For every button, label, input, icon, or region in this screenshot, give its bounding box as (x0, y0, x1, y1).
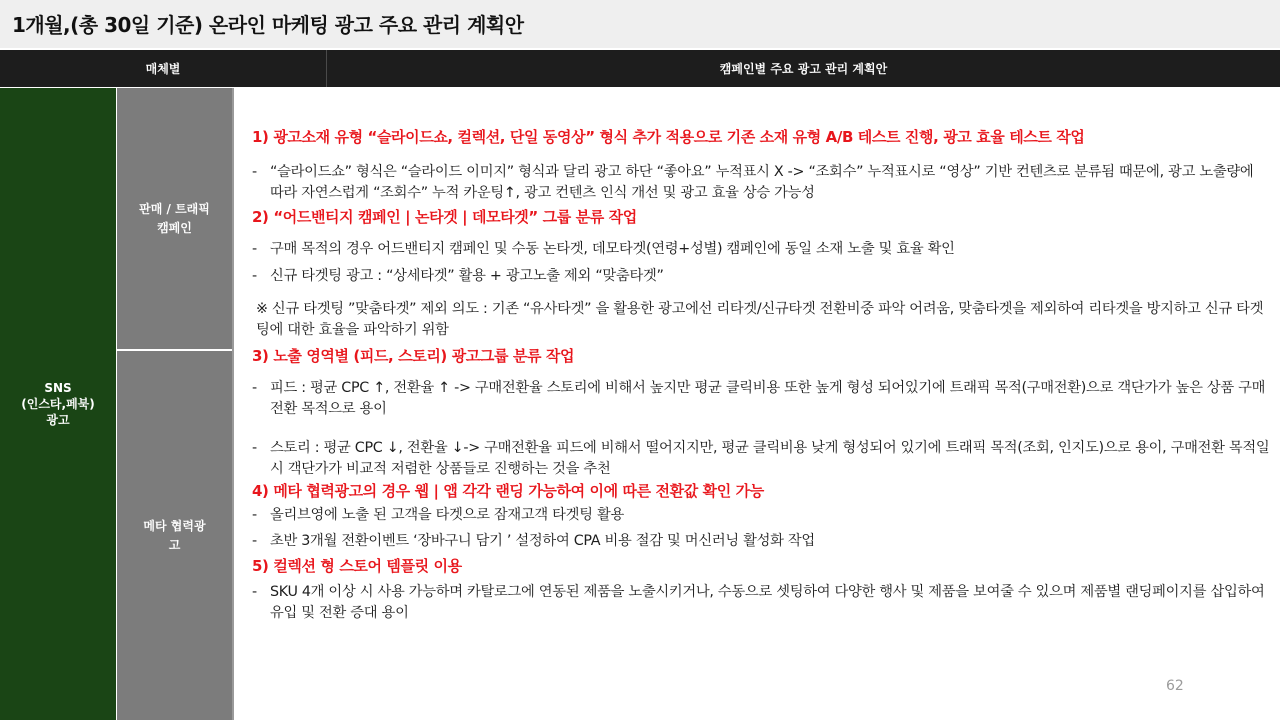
bullet-text: “슬라이드쇼” 형식은 “슬라이드 이미지” 형식과 달리 광고 하단 “좋아요” 누적표시 X -> “조회수” 누적표시로 “영상” 기반 컨텐츠로 분류됨 때문에, 광고 노출량에 따라 자연스럽게 “조회수” 누적 카운팅↑, 광고 컨텐츠 인식 개선 및 광고 효율 상승 가능성 (270, 164, 1254, 201)
section-1-bullet-1 (252, 162, 1270, 204)
section-heading-3: 3) 노출 영역별 (피드, 스토리) 광고그룹 분류 작업 (252, 347, 575, 365)
section-2-bullet-1 (252, 239, 1270, 260)
bullet-text: 신규 타겟팅 광고 : “상세타겟” 활용 + 광고노출 제외 “맞춤타겟” (270, 268, 664, 284)
bullet-text: SKU 4개 이상 시 사용 가능하며 카탈로그에 연동된 제품을 노출시키거나, 수동으로 셋팅하여 다양한 행사 및 제품을 보여줄 수 있으며 제품별 랜딩페이지를 삽입하여 유입 및 전환 증대 용이 (270, 584, 1265, 621)
section-heading-1: 1) 광고소재 유형 “슬라이드쇼, 컬렉션, 단일 동영상” 형식 추가 적용으로 기존 소재 유형 A/B 테스트 진행, 광고 효율 테스트 작업 (252, 128, 1085, 146)
bullet-dash: - (252, 164, 257, 180)
section-3-bullet-1 (252, 378, 1270, 420)
plan-content (252, 120, 1270, 624)
section-2-bullet-2 (252, 266, 1270, 287)
bullet-dash: - (252, 584, 257, 600)
page-number: 62 (1166, 678, 1184, 694)
media-label-sns: SNS (인스타,페북) 광고 (21, 380, 95, 428)
bullet-text: 올리브영에 노출 된 고객을 타겟으로 잠재고객 타겟팅 활용 (270, 507, 624, 523)
section-3-bullet-2 (252, 438, 1270, 480)
bullet-dash: - (252, 241, 257, 257)
bullet-text: 스토리 : 평균 CPC ↓, 전환율 ↓-> 구매전환율 피드에 비해서 떨어지지만, 평균 클릭비용 낮게 형성되어 있기에 트래픽 목적(조회, 인지도)으로 용이, 구매전환 목적일시 객단가가 비교적 저렴한 상품들로 진행하는 것을 추천 (270, 440, 1270, 477)
bullet-text: 구매 목적의 경우 어드밴티지 캠페인 및 수동 논타겟, 데모타겟(연령+성별) 캠페인에 동일 소재 노출 및 효율 확인 (270, 241, 955, 257)
header-media: 매체별 (145, 62, 181, 76)
media-cell-sns (0, 88, 116, 720)
section-heading-4: 4) 메타 협력광고의 경우 웹 | 앱 각각 랜딩 가능하여 이에 따른 전환값 확인 가능 (252, 482, 764, 500)
bullet-dash: - (252, 507, 257, 523)
header-campaign-plan: 캠페인별 주요 광고 관리 계획안 (719, 62, 888, 76)
campaign-cell-meta-collab (117, 351, 232, 720)
section-2-note: ※ 신규 타겟팅 ”맞춤타겟” 제외 의도 : 기존 “유사타겟” 을 활용한 광고에선 리타겟/신규타겟 전환비중 파악 어려움, 맞춤타겟을 제외하여 리타겟을 방지하고 신규 타겟팅에 대한 효율을 파악하기 위함 (256, 301, 1264, 338)
bullet-dash: - (252, 380, 257, 396)
section-heading-5: 5) 컬렉션 형 스토어 템플릿 이용 (252, 557, 462, 575)
column-separator (232, 88, 234, 720)
page-title: 1개월,(총 30일 기준) 온라인 마케팅 광고 주요 관리 계획안 (12, 13, 524, 37)
section-4-bullet-1 (252, 505, 1270, 526)
section-5-bullet-1 (252, 582, 1270, 624)
bullet-text: 초반 3개월 전환이벤트 ‘장바구니 담기 ’ 설정하여 CPA 비용 절감 및 머신러닝 활성화 작업 (270, 533, 815, 549)
campaign-cell-sales-traffic (117, 88, 232, 349)
bullet-text: 피드 : 평균 CPC ↑, 전환율 ↑ -> 구매전환율 스토리에 비해서 높지만 평균 클릭비용 또한 높게 형성 되어있기에 트래픽 목적(구매전환)으로 객단가가 높은 상품 구매전환 목적으로 용이 (270, 380, 1266, 417)
campaign-label-meta-collab: 메타 협력광 고 (143, 518, 206, 552)
bullet-dash: - (252, 440, 257, 456)
title-bar (0, 0, 1280, 48)
table-header (0, 50, 1280, 87)
section-4-bullet-2 (252, 531, 1270, 552)
bullet-dash: - (252, 533, 257, 549)
bullet-dash: - (252, 268, 257, 284)
campaign-label-sales-traffic: 판매 / 트래픽 캠페인 (139, 201, 210, 235)
section-heading-2: 2) “어드밴티지 캠페인 | 논타겟 | 데모타겟” 그룹 분류 작업 (252, 208, 637, 226)
